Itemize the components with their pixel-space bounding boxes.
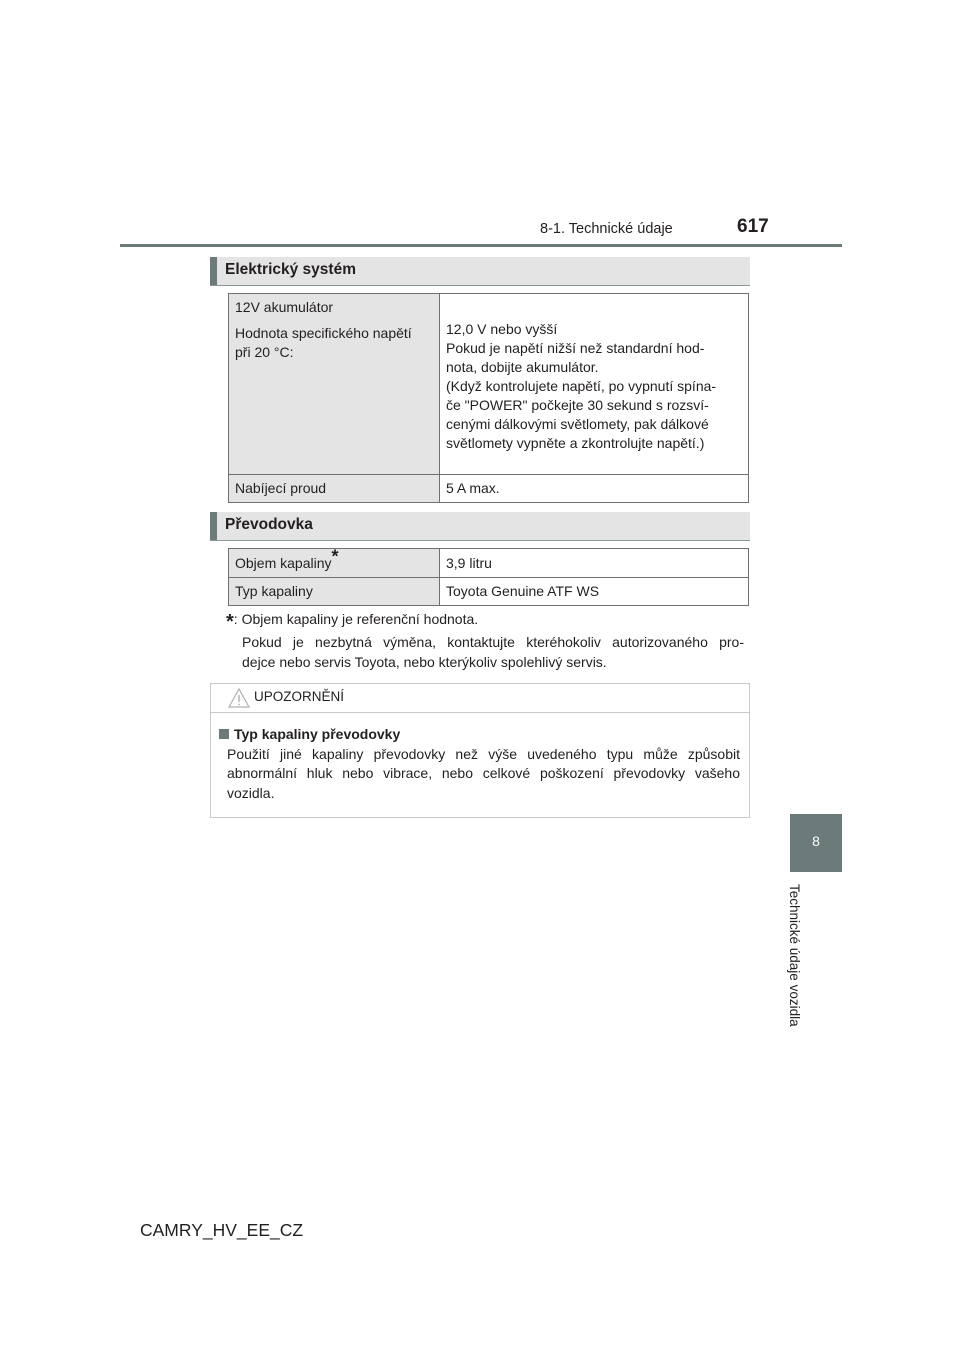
charging-current-label: Nabíjecí proud (229, 475, 440, 503)
footnote-line2: Pokud je nezbytná výměna, kontaktujte kteréhokoliv autorizovaného pro- (242, 634, 744, 650)
chapter-number: 8 (812, 833, 820, 849)
spec-value-line: če "POWER" počkejte 30 sekund s rozsví- (446, 397, 709, 413)
page-number: 617 (737, 216, 769, 237)
fluid-type-value: Toyota Genuine ATF WS (440, 578, 749, 606)
table-row (229, 549, 749, 578)
section-heading-transmission-text: Převodovka (225, 516, 313, 533)
transmission-spec-table (228, 545, 749, 606)
heading-accent-bar (210, 512, 217, 540)
section-heading-electrical (210, 257, 750, 286)
footnote (226, 609, 744, 672)
footnote-line1: : Objem kapaliny je referenční hodnota. (233, 611, 479, 627)
table-row (229, 475, 749, 503)
spec-value-line: Pokud je napětí nižší než standardní hod- (446, 340, 705, 356)
footnote-star-marker: * (331, 545, 339, 566)
spec-value-line: cenými dálkovými světlomety, pak dálkové (446, 416, 709, 432)
caution-title-row (219, 725, 740, 745)
chapter-title: 8-1. Technické údaje (540, 221, 673, 237)
table-row (229, 578, 749, 606)
warning-triangle-icon (228, 688, 250, 708)
caution-body (219, 725, 740, 803)
document-code: CAMRY_HV_EE_CZ (140, 1220, 304, 1240)
caution-text-line2: abnormální hluk nebo vibrace, nebo celkové poškození převodovky vašeho (227, 765, 740, 781)
specific-voltage-label-line2: při 20 °C: (235, 344, 294, 360)
spec-value-line: (Když kontrolujete napětí, po vypnutí spína- (446, 378, 717, 394)
fluid-capacity-label: Objem kapaliny (235, 554, 332, 571)
header-divider (120, 244, 842, 247)
caution-label: UPOZORNĚNÍ (254, 689, 345, 704)
footnote-line3: dejce nebo servis Toyota, nebo kterýkoliv spolehlivý servis. (242, 654, 607, 670)
spec-value-line: nota, dobijte akumulátor. (446, 359, 599, 375)
battery-spec-label-cell (229, 294, 440, 475)
caution-box (210, 683, 750, 818)
section-heading-transmission (210, 512, 750, 541)
table-row (229, 294, 749, 475)
section-heading-electrical-text: Elektrický systém (225, 261, 356, 278)
electrical-spec-table (228, 293, 749, 503)
caution-text-line3: vozidla. (227, 784, 275, 801)
footnote-star: * (226, 611, 234, 633)
footnote-line1-wrap (226, 609, 744, 632)
caution-text-line1: Použití jiné kapaliny převodovky než výše uvedeného typu může způsobit (227, 745, 740, 762)
chapter-side-label: Technické údaje vozidla (787, 884, 802, 1027)
caution-title: Typ kapaliny převodovky (234, 726, 401, 742)
spec-value-line: světlomety vypněte a zkontrolujte napětí.) (446, 435, 705, 451)
fluid-capacity-label-cell (229, 545, 440, 578)
square-bullet-icon (219, 729, 229, 739)
charging-current-value: 5 A max. (440, 475, 749, 503)
caution-header (211, 684, 749, 713)
battery-spec-value-cell (440, 294, 749, 475)
spec-value-line: 12,0 V nebo vyšší (446, 321, 558, 337)
fluid-capacity-value: 3,9 litru (440, 549, 749, 578)
heading-accent-bar (210, 257, 217, 285)
chapter-side-tab[interactable] (790, 814, 842, 872)
battery-label: 12V akumulátor (235, 299, 334, 315)
fluid-type-label: Typ kapaliny (229, 578, 440, 606)
specific-voltage-label-line1: Hodnota specifického napětí (235, 325, 412, 341)
